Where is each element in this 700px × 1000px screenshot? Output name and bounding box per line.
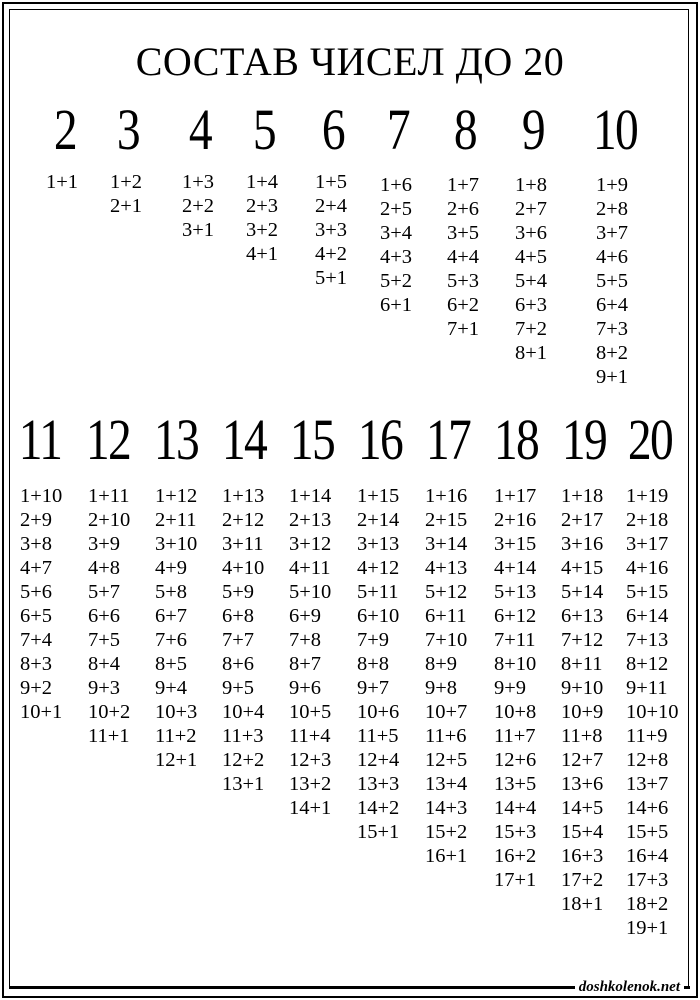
sum-expression: 1+4 <box>246 171 279 193</box>
number-20: 20 <box>627 407 673 472</box>
sum-expression: 8+6 <box>222 653 255 675</box>
sum-expression: 8+4 <box>88 653 121 675</box>
sum-expression: 18+1 <box>561 893 604 915</box>
sum-expression: 3+3 <box>315 219 348 241</box>
sums-list-7 <box>380 173 412 317</box>
sum-expression: 9+5 <box>222 677 255 699</box>
sum-expression: 2+9 <box>20 509 53 531</box>
sum-expression: 2+14 <box>357 509 400 531</box>
sum-expression: 14+5 <box>561 797 604 819</box>
sum-expression: 3+13 <box>357 533 400 555</box>
sum-expression: 2+5 <box>380 198 413 220</box>
sum-expression: 4+9 <box>155 557 188 579</box>
sum-expression: 1+9 <box>596 174 629 196</box>
sum-expression: 7+13 <box>626 629 669 651</box>
sum-expression: 12+5 <box>425 749 468 771</box>
sum-expression: 6+7 <box>155 605 188 627</box>
sum-expression: 1+12 <box>155 485 198 507</box>
sum-expression: 4+3 <box>380 246 413 268</box>
number-13: 13 <box>153 407 199 472</box>
number-9: 9 <box>521 97 545 162</box>
sum-expression: 14+2 <box>357 797 400 819</box>
sum-expression: 4+13 <box>425 557 468 579</box>
number-2: 2 <box>53 97 77 162</box>
sum-expression: 3+5 <box>447 222 480 244</box>
number-16: 16 <box>357 407 403 472</box>
sum-expression: 5+2 <box>380 270 413 292</box>
sums-list-6 <box>315 170 347 290</box>
sum-expression: 3+7 <box>596 222 629 244</box>
sum-expression: 11+1 <box>88 725 130 747</box>
sum-expression: 5+8 <box>155 581 188 603</box>
sum-expression: 8+8 <box>357 653 390 675</box>
sum-expression: 12+7 <box>561 749 604 771</box>
sum-expression: 3+4 <box>380 222 413 244</box>
sum-expression: 10+7 <box>425 701 468 723</box>
sum-expression: 10+3 <box>155 701 198 723</box>
sum-expression: 2+10 <box>88 509 131 531</box>
sums-list-12 <box>88 484 130 748</box>
sums-list-16 <box>357 484 399 844</box>
number-10: 10 <box>592 97 638 162</box>
sum-expression: 5+3 <box>447 270 480 292</box>
sum-expression: 2+6 <box>447 198 480 220</box>
sum-expression: 3+9 <box>88 533 121 555</box>
sum-expression: 16+2 <box>494 845 537 867</box>
sum-expression: 5+1 <box>315 267 348 289</box>
sum-expression: 1+1 <box>46 171 79 193</box>
sum-expression: 7+3 <box>596 318 629 340</box>
sum-expression: 13+2 <box>289 773 332 795</box>
sum-expression: 7+7 <box>222 629 255 651</box>
sum-expression: 8+1 <box>515 342 548 364</box>
sums-list-5 <box>246 170 278 266</box>
sum-expression: 2+17 <box>561 509 604 531</box>
sum-expression: 3+8 <box>20 533 53 555</box>
sum-expression: 1+7 <box>447 174 480 196</box>
sum-expression: 5+13 <box>494 581 537 603</box>
sum-expression: 6+13 <box>561 605 604 627</box>
number-3: 3 <box>116 97 140 162</box>
sum-expression: 4+8 <box>88 557 121 579</box>
sums-list-8 <box>447 173 479 341</box>
sum-expression: 6+6 <box>88 605 121 627</box>
number-5: 5 <box>252 97 276 162</box>
sum-expression: 7+8 <box>289 629 322 651</box>
sum-expression: 11+6 <box>425 725 467 747</box>
number-7: 7 <box>386 97 410 162</box>
number-19: 19 <box>561 407 607 472</box>
sum-expression: 15+5 <box>626 821 669 843</box>
sum-expression: 3+11 <box>222 533 264 555</box>
sum-expression: 1+14 <box>289 485 332 507</box>
sum-expression: 1+17 <box>494 485 537 507</box>
sum-expression: 14+3 <box>425 797 468 819</box>
sum-expression: 16+1 <box>425 845 468 867</box>
sum-expression: 11+4 <box>289 725 331 747</box>
sum-expression: 9+11 <box>626 677 668 699</box>
sum-expression: 9+3 <box>88 677 121 699</box>
sum-expression: 5+5 <box>596 270 629 292</box>
sum-expression: 7+12 <box>561 629 604 651</box>
sum-expression: 17+2 <box>561 869 604 891</box>
sum-expression: 19+1 <box>626 917 669 939</box>
sum-expression: 3+10 <box>155 533 198 555</box>
number-18: 18 <box>493 407 539 472</box>
sum-expression: 7+6 <box>155 629 188 651</box>
sums-list-20 <box>626 484 679 940</box>
sum-expression: 5+4 <box>515 270 548 292</box>
sum-expression: 5+7 <box>88 581 121 603</box>
sum-expression: 13+4 <box>425 773 468 795</box>
sum-expression: 2+4 <box>315 195 348 217</box>
sum-expression: 6+8 <box>222 605 255 627</box>
sum-expression: 1+10 <box>20 485 63 507</box>
sum-expression: 3+17 <box>626 533 669 555</box>
number-6: 6 <box>321 97 345 162</box>
sum-expression: 9+4 <box>155 677 188 699</box>
sum-expression: 11+9 <box>626 725 668 747</box>
sum-expression: 11+5 <box>357 725 399 747</box>
sums-list-4 <box>182 170 214 242</box>
sum-expression: 4+16 <box>626 557 669 579</box>
sum-expression: 6+10 <box>357 605 400 627</box>
sum-expression: 9+1 <box>596 366 629 388</box>
sum-expression: 10+4 <box>222 701 265 723</box>
sum-expression: 2+18 <box>626 509 669 531</box>
sums-list-11 <box>20 484 62 724</box>
sum-expression: 1+8 <box>515 174 548 196</box>
sum-expression: 10+6 <box>357 701 400 723</box>
sum-expression: 16+3 <box>561 845 604 867</box>
sums-list-9 <box>515 173 547 365</box>
sum-expression: 15+2 <box>425 821 468 843</box>
sum-expression: 1+15 <box>357 485 400 507</box>
sums-list-13 <box>155 484 197 772</box>
sum-expression: 4+2 <box>315 243 348 265</box>
sum-expression: 11+2 <box>155 725 197 747</box>
sum-expression: 8+10 <box>494 653 537 675</box>
sum-expression: 4+5 <box>515 246 548 268</box>
sum-expression: 6+1 <box>380 294 413 316</box>
sum-expression: 4+7 <box>20 557 53 579</box>
sum-expression: 4+15 <box>561 557 604 579</box>
sum-expression: 1+18 <box>561 485 604 507</box>
number-12: 12 <box>85 407 131 472</box>
sum-expression: 1+16 <box>425 485 468 507</box>
sum-expression: 15+1 <box>357 821 400 843</box>
sum-expression: 11+7 <box>494 725 536 747</box>
number-4: 4 <box>188 97 212 162</box>
sum-expression: 7+4 <box>20 629 53 651</box>
sum-expression: 11+3 <box>222 725 264 747</box>
sum-expression: 10+2 <box>88 701 131 723</box>
page-title: СОСТАВ ЧИСЕЛ ДО 20 <box>135 39 565 84</box>
sum-expression: 8+5 <box>155 653 188 675</box>
sum-expression: 3+15 <box>494 533 537 555</box>
sum-expression: 10+9 <box>561 701 604 723</box>
sums-list-3 <box>110 170 142 218</box>
number-11: 11 <box>18 407 62 472</box>
sums-list-19 <box>561 484 603 916</box>
sum-expression: 9+8 <box>425 677 458 699</box>
sum-expression: 4+12 <box>357 557 400 579</box>
sum-expression: 3+12 <box>289 533 332 555</box>
sum-expression: 2+1 <box>110 195 143 217</box>
sum-expression: 6+2 <box>447 294 480 316</box>
sums-list-10 <box>596 173 628 389</box>
sum-expression: 9+7 <box>357 677 390 699</box>
sum-expression: 10+8 <box>494 701 537 723</box>
number-15: 15 <box>289 407 335 472</box>
sum-expression: 7+11 <box>494 629 536 651</box>
sum-expression: 5+11 <box>357 581 399 603</box>
sum-expression: 1+5 <box>315 171 348 193</box>
sums-list-18 <box>494 484 536 892</box>
sum-expression: 2+3 <box>246 195 279 217</box>
sum-expression: 3+1 <box>182 219 215 241</box>
sum-expression: 3+2 <box>246 219 279 241</box>
sum-expression: 6+14 <box>626 605 669 627</box>
sum-expression: 5+15 <box>626 581 669 603</box>
sum-expression: 8+9 <box>425 653 458 675</box>
sum-expression: 1+2 <box>110 171 143 193</box>
sums-list-14 <box>222 484 264 796</box>
sum-expression: 13+5 <box>494 773 537 795</box>
sum-expression: 14+4 <box>494 797 537 819</box>
sum-expression: 12+6 <box>494 749 537 771</box>
sum-expression: 13+3 <box>357 773 400 795</box>
sum-expression: 3+14 <box>425 533 468 555</box>
sum-expression: 3+16 <box>561 533 604 555</box>
sum-expression: 5+10 <box>289 581 332 603</box>
sum-expression: 7+5 <box>88 629 121 651</box>
sums-list-17 <box>425 484 467 868</box>
sums-list-2 <box>46 170 78 194</box>
sum-expression: 2+2 <box>182 195 215 217</box>
sum-expression: 7+10 <box>425 629 468 651</box>
sum-expression: 4+14 <box>494 557 537 579</box>
sum-expression: 10+1 <box>20 701 63 723</box>
sum-expression: 2+16 <box>494 509 537 531</box>
sum-expression: 1+3 <box>182 171 215 193</box>
sum-expression: 2+8 <box>596 198 629 220</box>
sum-expression: 7+9 <box>357 629 390 651</box>
sum-expression: 1+13 <box>222 485 265 507</box>
number-14: 14 <box>221 407 267 472</box>
sum-expression: 4+11 <box>289 557 331 579</box>
sum-expression: 5+6 <box>20 581 53 603</box>
sum-expression: 6+12 <box>494 605 537 627</box>
sum-expression: 2+12 <box>222 509 265 531</box>
sum-expression: 14+1 <box>289 797 332 819</box>
sum-expression: 17+1 <box>494 869 537 891</box>
sum-expression: 2+15 <box>425 509 468 531</box>
sum-expression: 4+4 <box>447 246 480 268</box>
sum-expression: 5+14 <box>561 581 604 603</box>
sum-expression: 7+1 <box>447 318 480 340</box>
sum-expression: 6+11 <box>425 605 467 627</box>
sum-expression: 12+1 <box>155 749 198 771</box>
sum-expression: 7+2 <box>515 318 548 340</box>
sum-expression: 12+4 <box>357 749 400 771</box>
sum-expression: 8+3 <box>20 653 53 675</box>
sum-expression: 12+2 <box>222 749 265 771</box>
sum-expression: 13+1 <box>222 773 265 795</box>
sum-expression: 9+2 <box>20 677 53 699</box>
sum-expression: 4+6 <box>596 246 629 268</box>
number-17: 17 <box>425 407 471 472</box>
sums-list-15 <box>289 484 331 820</box>
number-8: 8 <box>453 97 477 162</box>
sum-expression: 13+7 <box>626 773 669 795</box>
sum-expression: 15+4 <box>561 821 604 843</box>
sum-expression: 5+12 <box>425 581 468 603</box>
watermark: doshkolenok.net <box>575 979 684 996</box>
sum-expression: 2+13 <box>289 509 332 531</box>
sum-expression: 6+5 <box>20 605 53 627</box>
sum-expression: 4+10 <box>222 557 265 579</box>
sum-expression: 13+6 <box>561 773 604 795</box>
sum-expression: 9+6 <box>289 677 322 699</box>
sum-expression: 10+10 <box>626 701 679 723</box>
sum-expression: 15+3 <box>494 821 537 843</box>
sum-expression: 11+8 <box>561 725 603 747</box>
sum-expression: 10+5 <box>289 701 332 723</box>
sum-expression: 5+9 <box>222 581 255 603</box>
sum-expression: 1+6 <box>380 174 413 196</box>
sum-expression: 4+1 <box>246 243 279 265</box>
sum-expression: 2+11 <box>155 509 197 531</box>
sum-expression: 17+3 <box>626 869 669 891</box>
sum-expression: 12+8 <box>626 749 669 771</box>
sum-expression: 12+3 <box>289 749 332 771</box>
sum-expression: 1+11 <box>88 485 130 507</box>
sum-expression: 6+9 <box>289 605 322 627</box>
sum-expression: 16+4 <box>626 845 669 867</box>
sum-expression: 6+4 <box>596 294 629 316</box>
sum-expression: 14+6 <box>626 797 669 819</box>
sum-expression: 8+7 <box>289 653 322 675</box>
sum-expression: 6+3 <box>515 294 548 316</box>
sum-expression: 8+2 <box>596 342 629 364</box>
sum-expression: 8+12 <box>626 653 669 675</box>
sum-expression: 9+10 <box>561 677 604 699</box>
sum-expression: 1+19 <box>626 485 669 507</box>
sum-expression: 8+11 <box>561 653 603 675</box>
sum-expression: 18+2 <box>626 893 669 915</box>
sum-expression: 9+9 <box>494 677 527 699</box>
sum-expression: 3+6 <box>515 222 548 244</box>
sum-expression: 2+7 <box>515 198 548 220</box>
